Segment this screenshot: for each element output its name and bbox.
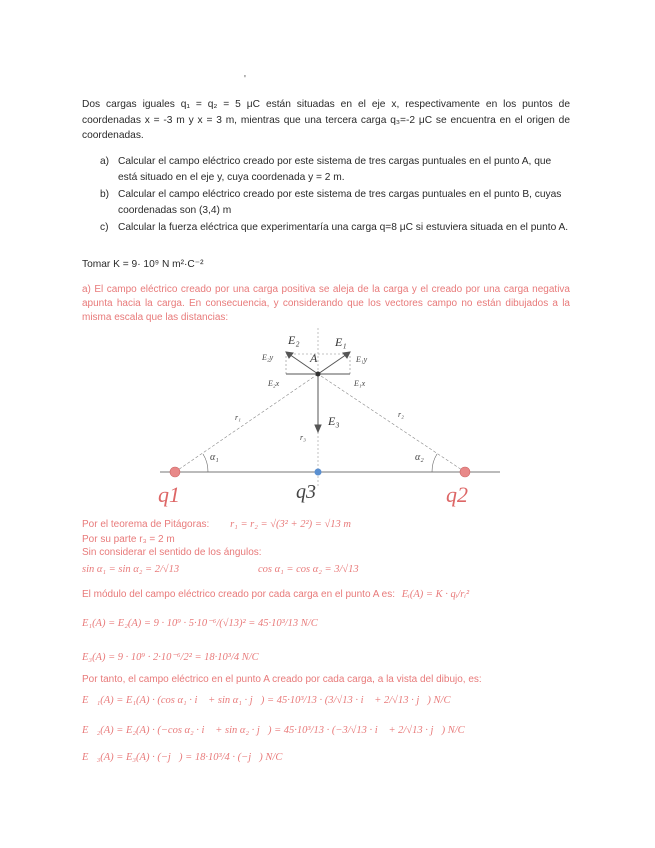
modulus-line [82,588,582,602]
problem-item-c [100,220,570,236]
vec2-eq: E⃗₂(A) = E₂(A) · (−cos α₂ · i⃗ + sin α₂ · j⃗) = 45·10³/13 · (−3/√13 · i⃗ + 2/√13 · j⃗) N/C [82,725,465,736]
label-r2: r₂ [398,410,404,419]
line-r1 [175,374,318,472]
pythagoras-eq: r₁ = r₂ = √(3² + 2²) = √13 m [230,519,351,530]
cos-eq: cos α₁ = cos α₂ = 3/√13 [258,564,359,575]
label-r3: r₃ [300,433,306,442]
angles-label: Sin considerar el sentido de los ángulos: [82,547,262,558]
vectors-label: Por tanto, el campo eléctrico en el punto A creado por cada carga, a la vista del dibujo, es: [82,674,482,685]
modulus-formula: Eᵢ(A) = K · qᵢ/rᵢ² [401,589,470,600]
angle-arc-a1 [203,454,208,472]
label-E1y: E₁y [356,355,368,364]
solution-intro: a) El campo eléctrico creado por una carga positiva se aleja de la carga y el creado por una carga negativa apunta hacia la carga. En consecuencia, y considerando que los vectores campo no están dibujados a la misma escala que las distancias: [82,284,570,323]
constant-k: Tomar K = 9· 10⁹ N m²·C⁻² [82,259,204,270]
item-label: c) [100,222,109,234]
pythagoras-line [82,518,582,532]
line-r2 [318,374,465,472]
label-r1: r₁ [235,413,241,422]
angle-arc-a2 [432,454,437,472]
charge-q1 [170,467,180,477]
label-E2y: E₂y [262,353,274,362]
problem-item-a [100,154,570,185]
item-text: Calcular el campo eléctrico creado por este sistema de tres cargas puntuales en el punto A, que está situado en el eje y, cuya coordenada y = 2 m. [118,156,552,183]
label-q2: q2 [446,482,468,507]
sin-eq: sin α₁ = sin α₂ = 2/√13 [82,564,180,575]
modulus-label: El módulo del campo eléctrico creado por cada carga en el punto A es: [82,589,395,600]
label-E1x: E₁x [354,379,366,388]
header-mark: ' [244,74,246,85]
item-label: a) [100,156,110,167]
label-q1: q1 [158,482,180,507]
label-a1: α₁ [210,452,219,463]
label-E2x: E₂x [268,379,280,388]
r3-line: Por su parte r₃ = 2 m [82,534,175,545]
charge-q3 [315,469,322,476]
label-E1: E₁ [335,335,347,349]
pythagoras-label: Por el teorema de Pitágoras: [82,519,210,530]
arrow-E3 [315,425,321,432]
label-E2: E₂ [288,333,300,347]
arrow-E1 [286,352,293,358]
item-text: Calcular el campo eléctrico creado por este sistema de tres cargas puntuales en el punto B, cuyas coordenadas son (3,4) m [118,189,562,216]
problem-item-b [100,187,570,218]
point-A [316,372,321,377]
problem-items [100,154,570,236]
label-q3: q3 [296,481,316,503]
field-diagram [150,322,510,512]
item-label: b) [100,189,110,201]
label-A: A [310,351,318,365]
problem-statement: Dos cargas iguales q₁ = q₂ = 5 μC están situadas en el eje x, respectivamente en los puntos de coordenadas x = -3 m y x = 3 m, mientras que una tercera carga q₃=-2 μC se encuentra en el origen de coordenadas. [82,99,570,142]
label-a2: α₂ [415,452,424,463]
e1e2-eq: E₁(A) = E₂(A) = 9 · 10⁹ · 5·10⁻⁶/(√13)² = 45·10³/13 N/C [82,618,318,629]
charge-q2 [460,467,470,477]
label-E3: E₃ [328,414,340,428]
item-text: Calcular la fuerza eléctrica que experimentaría una carga q=8 μC si estuviera situada en el punto A. [118,222,569,234]
e3-eq: E₃(A) = 9 · 10⁹ · 2·10⁻⁶/2² = 18·10³/4 N/C [82,652,259,663]
vec1-eq: E⃗₁(A) = E₁(A) · (cos α₁ · i⃗ + sin α₁ · j⃗) = 45·10³/13 · (3/√13 · i⃗ + 2/√13 · j⃗) N/C [82,695,451,706]
vec3-eq: E⃗₃(A) = E₃(A) · (−j⃗) = 18·10³/4 · (−j⃗) N/C [82,752,283,763]
arrow-E2 [343,352,350,358]
